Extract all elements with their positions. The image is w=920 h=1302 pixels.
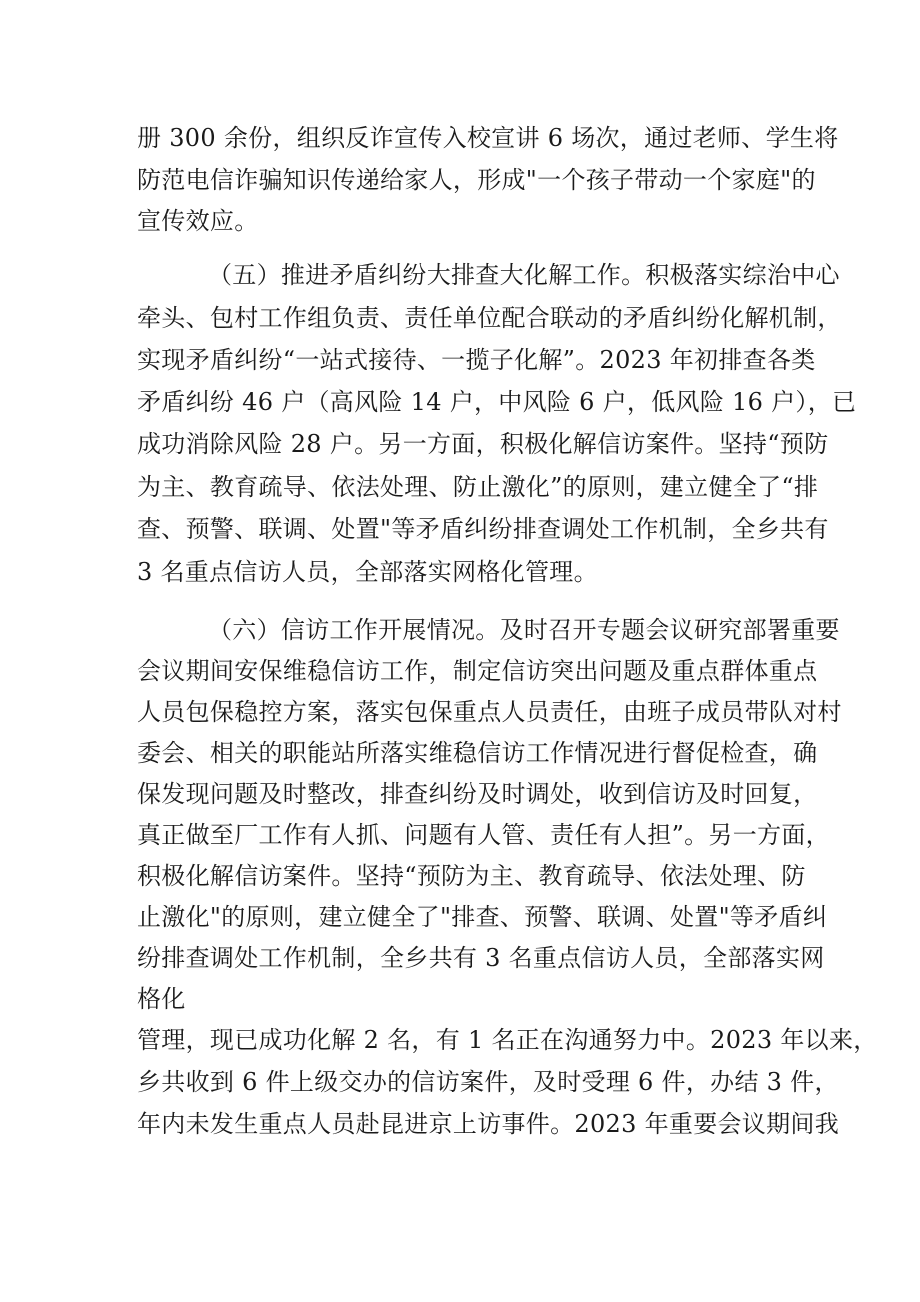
- text-line: 查、预警、联调、处置"等矛盾纠纷排查调处工作机制，全乡共有: [137, 515, 829, 543]
- text-line: 3 名重点信访人员，全部落实网格化管理。: [137, 558, 598, 586]
- text-line: 真正做至厂工作有人抓、问题有人管、责任有人担”。另一方面，: [137, 821, 830, 849]
- text-line: 实现矛盾纠纷“一站式接待、一揽子化解”。2023 年初排查各类: [137, 346, 816, 374]
- text-line: 积极化解信访案件。坚持“预防为主、教育疏导、依法处理、防: [137, 862, 806, 890]
- text-line: 成功消除风险 28 户。另一方面，积极化解信访案件。坚持“预防: [137, 430, 829, 458]
- section-heading-5: （五）推进矛盾纠纷大排查大化解工作。积极落实综治中心: [208, 261, 840, 289]
- text-line: 纷排查调处工作机制，全乡共有 3 名重点信访人员，全部落实网: [137, 944, 825, 972]
- text-line: 防范电信诈骗知识传递给家人，形成"一个孩子带动一个家庭"的: [137, 166, 816, 194]
- text-line: 会议期间安保维稳信访工作，制定信访突出问题及重点群体重点: [137, 657, 818, 685]
- text-line: 人员包保稳控方案，落实包保重点人员责任，由班子成员带队对村: [137, 698, 842, 726]
- text-line: 年内未发生重点人员赴昆进京上访事件。2023 年重要会议期间我: [137, 1110, 840, 1138]
- text-line: 止激化"的原则，建立健全了"排查、预警、联调、处置"等矛盾纠: [137, 903, 828, 931]
- text-line: 管理，现已成功化解 2 名，有 1 名正在沟通努力中。2023 年以来，: [137, 1026, 878, 1054]
- text-line: 册 300 余份，组织反诈宣传入校宣讲 6 场次，通过老师、学生将: [137, 124, 839, 152]
- section-heading-6: （六）信访工作开展情况。及时召开专题会议研究部署重要: [208, 616, 840, 644]
- text-line: 矛盾纠纷 46 户（高风险 14 户，中风险 6 户，低风险 16 户），已: [137, 388, 857, 416]
- text-line: 牵头、包村工作组负责、责任单位配合联动的矛盾纠纷化解机制，: [137, 304, 842, 332]
- text-line: 保发现问题及时整改，排查纠纷及时调处，收到信访及时回复，: [137, 780, 818, 808]
- text-line: 乡共收到 6 件上级交办的信访案件，及时受理 6 件，办结 3 件，: [137, 1068, 839, 1096]
- text-line: 宣传效应。: [137, 207, 259, 235]
- text-line: 为主、教育疏导、依法处理、防止激化”的原则，建立健全了“排: [137, 473, 819, 501]
- text-line: [137, 1146, 817, 1186]
- text-line: 委会、相关的职能站所落实维稳信访工作情况进行督促检查，确: [137, 739, 818, 767]
- text-line: 格化: [137, 985, 186, 1013]
